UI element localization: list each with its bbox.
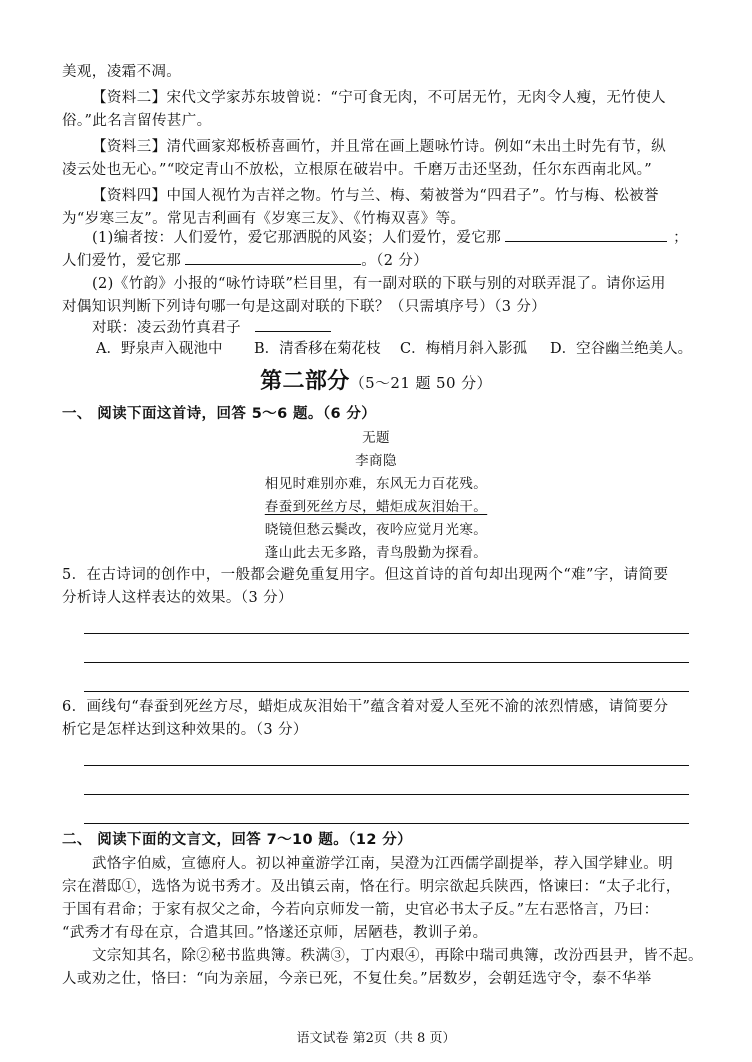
answer-blank[interactable] (185, 250, 361, 265)
text-line: 为“岁寒三友”。常见吉利画有《岁寒三友》、《竹梅双喜》等。 (62, 211, 466, 227)
answer-line[interactable] (84, 691, 689, 692)
passage-line: 武恪字伯威，宣德府人。初以神童游学江南，吴澄为江西儒学副提举，荐入国学肄业。明 (92, 856, 674, 872)
option-b: B．清香移在菊花枝 (254, 341, 381, 357)
punctuation: ； (673, 230, 689, 246)
couplet-line (92, 317, 331, 338)
answer-blank[interactable] (255, 317, 331, 332)
text-line: 凌云处也无心。”“咬定青山不放松，立根原在破岩中。千磨万击还坚劲，任尔东西南北风。” (62, 162, 653, 178)
poem-line-underlined (0, 497, 752, 517)
option-c: C．梅梢月斜入影孤 (400, 341, 528, 357)
passage-line: “武秀才有母在京，合遣其回。”恪遂还京师，居陋巷，教训子弟。 (62, 925, 488, 941)
answer-line[interactable] (84, 794, 689, 795)
answer-line[interactable] (84, 662, 689, 663)
passage-line: 人或劝之仕，恪曰：“向为亲屈，今亲已死，不复仕矣。”居数岁，会朝廷选守令，泰不华举 (62, 971, 652, 987)
question-1 (92, 227, 688, 248)
answer-line[interactable] (84, 823, 689, 824)
part-subtitle: （5～21 题 50 分） (349, 374, 492, 392)
answer-line[interactable] (84, 765, 689, 766)
question-6: 6．画线句“春蚕到死丝方尽，蜡炬成灰泪始干”蕴含着对爱人至死不渝的浓烈情感，请简要分 (62, 699, 669, 715)
answer-line[interactable] (84, 633, 689, 634)
question-2-cont: 对偶知识判断下列诗句哪一句是这副对联的下联？（只需填序号）（3 分） (62, 299, 547, 315)
answer-blank[interactable] (505, 227, 667, 242)
text-line: 【资料二】宋代文学家苏东坡曾说：“宁可食无肉，不可居无竹，无肉令人瘦，无竹使人 (92, 90, 667, 106)
text-line: 美观，凌霜不凋。 (62, 64, 182, 80)
score: 。（2 分） (361, 253, 429, 269)
passage-line: 文宗知其名，除②秘书监典簿。秩满③，丁内艰④，再除中瑞司典簿，改汾西县尹，皆不起。 (92, 948, 703, 964)
poem-line: 晓镜但愁云鬓改，夜吟应觉月光寒。 (264, 522, 488, 538)
poem-line: 相见时难别亦难，东风无力百花残。 (264, 476, 488, 492)
section-heading: 一、 阅读下面这首诗，回答 5～6 题。（6 分） (62, 406, 377, 422)
couplet-text: 对联：凌云劲竹真君子 (92, 320, 241, 336)
question-1-cont (62, 250, 428, 271)
question-6-cont: 析它是怎样达到这种效果的。（3 分） (62, 722, 308, 738)
text-line: 【资料四】中国人视竹为吉祥之物。竹与兰、梅、菊被誉为“四君子”。竹与梅、松被誉 (92, 188, 659, 204)
part-title: 第二部分 (260, 369, 350, 394)
question-1-text: (1)编者按：人们爱竹，爱它那洒脱的风姿；人们爱竹，爱它那 (92, 230, 502, 246)
question-2: (2)《竹韵》小报的“咏竹诗联”栏目里，有一副对联的下联与别的对联弄混了。请你运用 (92, 276, 666, 292)
question-5: 5．在古诗词的创作中，一般都会避免重复用字。但这首诗的首句却出现两个“难”字，请简要 (62, 567, 669, 583)
poem-line: 蓬山此去无多路，青鸟殷勤为探看。 (264, 545, 488, 561)
text-line: 俗。”此名言留传甚广。 (62, 113, 212, 129)
page-footer: 语文试卷 第2页（共 8 页） (296, 1031, 456, 1046)
option-d: D．空谷幽兰绝美人。 (550, 341, 693, 357)
option-a: A．野泉声入砚池中 (96, 341, 223, 357)
underlined-text: 春蚕到死丝方尽，蜡炬成灰泪始干。 (264, 499, 488, 515)
section-heading: 二、 阅读下面的文言文，回答 7～10 题。（12 分） (62, 832, 413, 848)
poem-author: 李商隐 (355, 453, 397, 469)
poem-title: 无题 (362, 430, 390, 446)
text-line: 【资料三】清代画家郑板桥喜画竹，并且常在画上题咏竹诗。例如“未出土时先有节，纵 (92, 139, 667, 155)
passage-line: 宗在潜邸①，选恪为说书秀才。及出镇云南，恪在行。明宗欲起兵陕西，恪谏曰：“太子北行， (62, 879, 681, 895)
question-1-text: 人们爱竹，爱它那 (62, 253, 182, 269)
question-5-cont: 分析诗人这样表达的效果。（3 分） (62, 590, 293, 606)
passage-line: 于国有君命；于家有叔父之命，今若向京师发一箭，史官必书太子反。”左右恶恪言，乃曰： (62, 902, 659, 918)
part-heading (0, 368, 752, 398)
